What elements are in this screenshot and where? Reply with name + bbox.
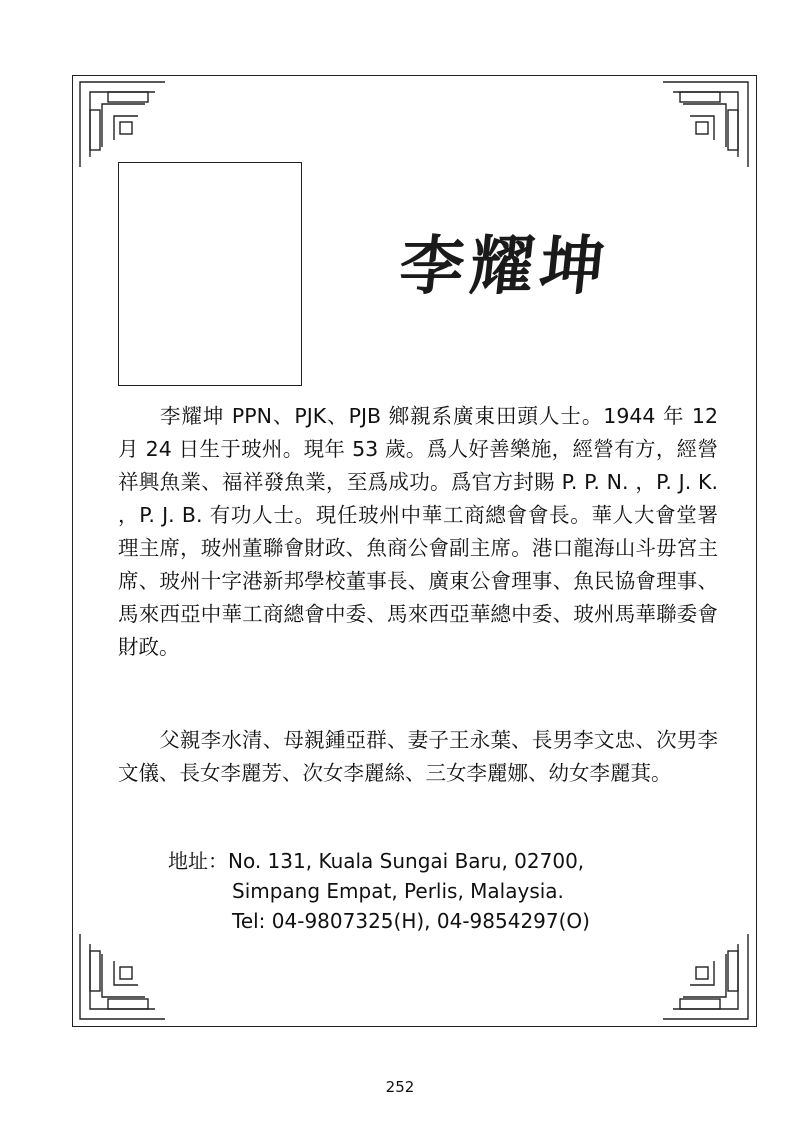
biography-text: 李耀坤 PPN、PJK、PJB 鄉親系廣東田頭人士。1944 年 12 月 24 日生于玻州。現年 53 歲。爲人好善樂施，經營有方，經營祥興魚業、福祥發魚業，至爲成功。爲官方封賜 P. P. N. ，P. J. K. ，P. J. B. 有功人士。現任玻州中華工商總會會長。華人大會堂署理主席，玻州董聯會財政、魚商公會副主席。港口龍海山斗毋宮主席、玻州十字港新邦學校董事長、廣東公會理事、魚民協會理事、馬來西亞中華工商總會中委、馬來西亞華總中委、玻州馬華聯委會財政。 — [118, 404, 718, 659]
address-line-3: Tel: 04-9807325(H), 04-9854297(O) — [232, 909, 590, 933]
address-line-1: No. 131, Kuala Sungai Baru, 02700, — [228, 849, 585, 873]
address-label: 地址： — [168, 849, 228, 873]
family-paragraph — [118, 724, 718, 790]
photo-frame — [118, 162, 302, 386]
address-block — [168, 846, 590, 936]
page-number: 252 — [385, 1078, 415, 1096]
biography-paragraph — [118, 400, 718, 664]
name-calligraphy: 李耀坤 — [396, 229, 614, 304]
address-line-2: Simpang Empat, Perlis, Malaysia. — [232, 879, 564, 903]
family-text: 父親李水清、母親鍾亞群、妻子王永葉、長男李文忠、次男李文儀、長女李麗芳、次女李麗絲、三女李麗娜、幼女李麗萁。 — [118, 728, 718, 785]
